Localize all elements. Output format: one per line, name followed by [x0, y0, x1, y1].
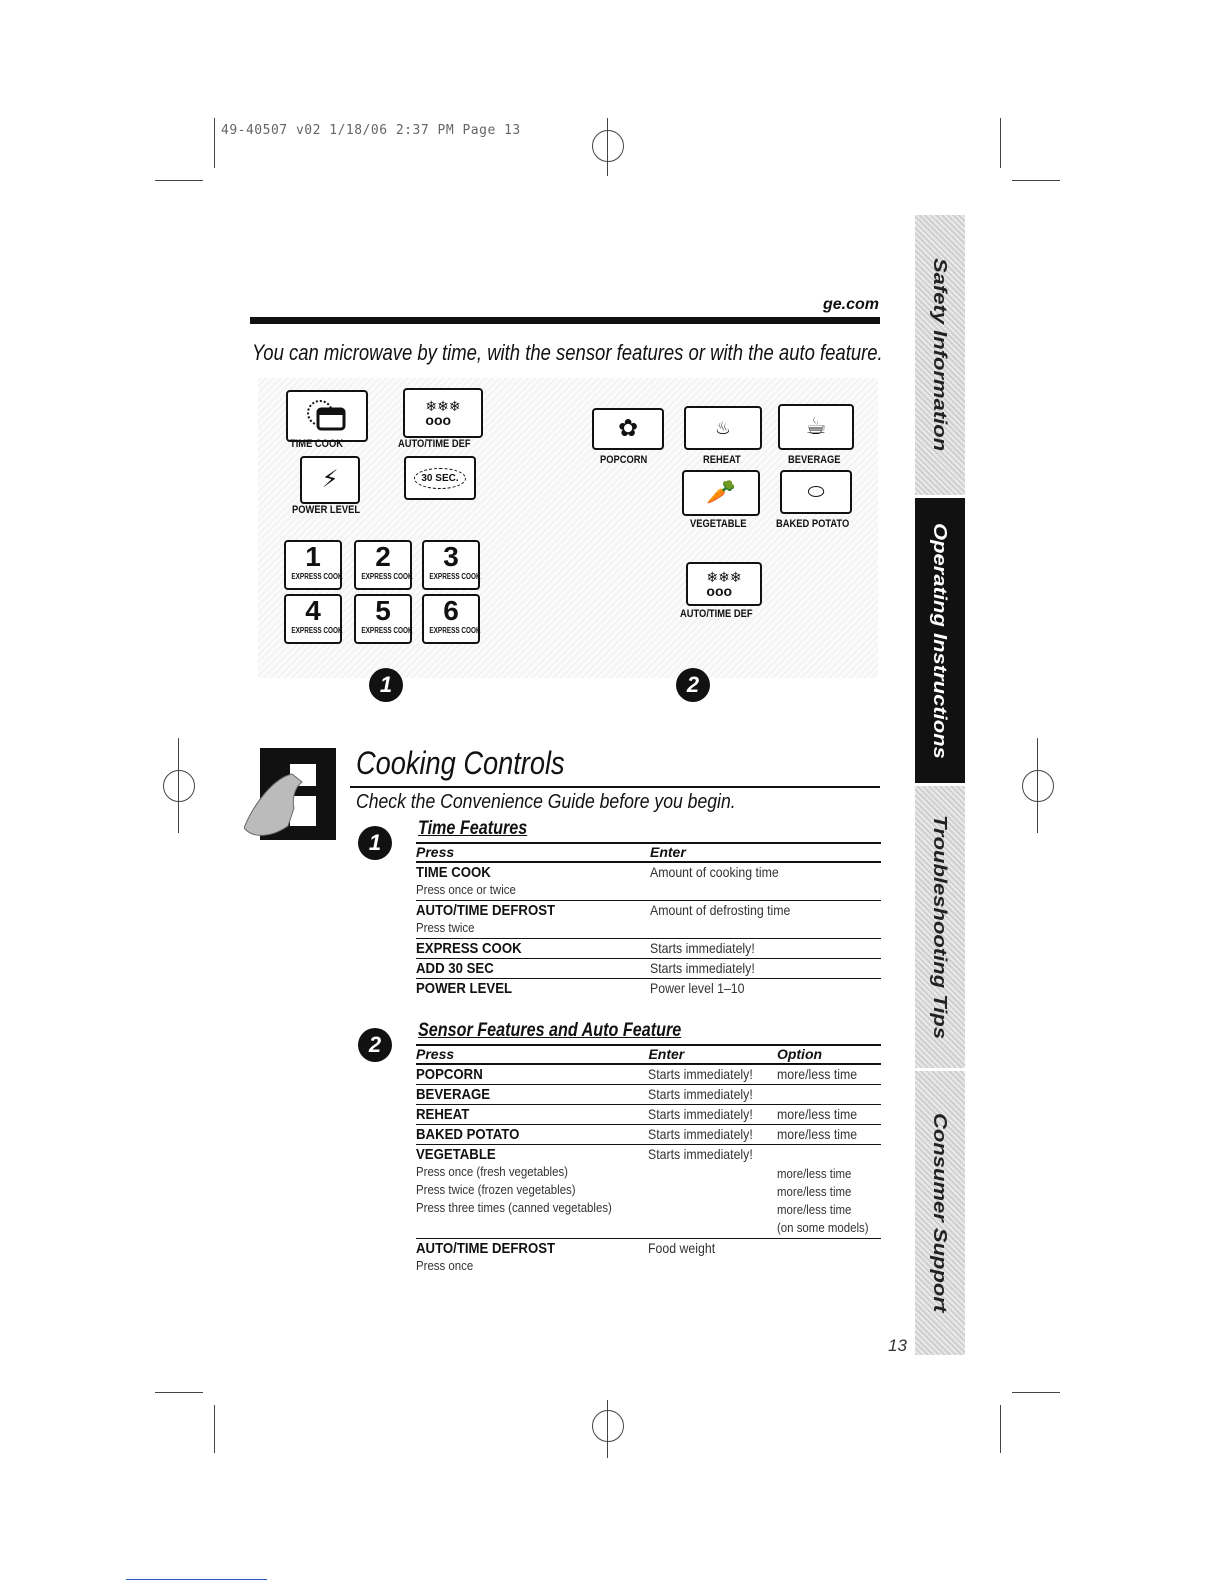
- option-value: more/less time: [776, 1106, 858, 1122]
- sensor-features-table: [416, 1044, 881, 1276]
- header-rule: [250, 317, 880, 324]
- press-note: Press once or twice: [416, 882, 516, 897]
- section-rule: [350, 786, 880, 788]
- time-features-badge: 1: [358, 826, 392, 860]
- popcorn-icon: ✿: [617, 415, 639, 442]
- header-enter: Enter: [650, 843, 881, 862]
- table-row: [416, 901, 881, 939]
- crop-mark: [1012, 1392, 1060, 1393]
- table-row: [416, 979, 881, 999]
- press-note: Press three times (canned vegetables): [416, 1200, 612, 1215]
- potato-icon: ⬭: [807, 481, 825, 503]
- express-cook-key-6: [422, 594, 480, 644]
- section-tabs: [915, 215, 965, 1355]
- enter-value: Food weight: [648, 1240, 716, 1256]
- enter-value: Starts immediately!: [650, 940, 755, 956]
- header-press: Press: [416, 843, 650, 862]
- key-number: 2: [375, 541, 391, 572]
- crop-mark: [214, 118, 215, 168]
- express-cook-key-1: [284, 540, 342, 590]
- baked-potato-label: BAKED POTATO: [776, 518, 850, 530]
- add-30-sec-icon: 30 SEC.: [414, 468, 465, 489]
- popcorn-key: [592, 408, 664, 450]
- enter-value: Amount of cooking time: [650, 864, 779, 880]
- sensor-features-title: Sensor Features and Auto Feature: [418, 1020, 682, 1041]
- header-option: Option: [777, 1045, 881, 1064]
- auto-time-def-label-2: AUTO/TIME DEF: [680, 608, 753, 620]
- table-header-row: [416, 843, 881, 862]
- site-url: ge.com: [822, 296, 879, 313]
- tab-operating-instructions[interactable]: [915, 498, 965, 783]
- section-title: Cooking Controls: [356, 745, 565, 781]
- section-subtitle: Check the Convenience Guide before you begin.: [356, 791, 736, 813]
- enter-value: Starts immediately!: [648, 1106, 754, 1122]
- enter-value: Starts immediately!: [648, 1066, 754, 1082]
- enter-value: Starts immediately!: [648, 1146, 754, 1162]
- enter-value: Starts immediately!: [648, 1126, 754, 1142]
- table-row: [416, 862, 881, 901]
- registration-mark: [1022, 770, 1054, 802]
- crop-mark: [178, 738, 179, 833]
- auto-time-def-key: [403, 388, 483, 438]
- crop-mark: [1000, 1405, 1001, 1453]
- table-row: [416, 1145, 881, 1239]
- express-cook-label: EXPRESS COOK: [291, 572, 343, 581]
- press-value: AUTO/TIME DEFROST: [416, 1240, 556, 1257]
- reheat-key: [684, 406, 762, 450]
- vegetable-icon: 🥕: [706, 479, 736, 506]
- express-cook-key-5: [354, 594, 412, 644]
- defrost-icon: ❄❄❄ ooo: [706, 569, 742, 599]
- express-cook-label: EXPRESS COOK: [429, 626, 481, 635]
- press-value: AUTO/TIME DEFROST: [416, 902, 556, 919]
- time-cook-label: TIME COOK: [290, 438, 343, 450]
- key-number: 5: [375, 595, 391, 626]
- step-badge-1: 1: [369, 668, 403, 702]
- option-value: more/less time: [776, 1126, 858, 1142]
- press-value: ADD 30 SEC: [416, 960, 494, 977]
- press-note: Press once: [416, 1258, 474, 1273]
- auto-time-def-label: AUTO/TIME DEF: [398, 438, 471, 450]
- enter-value: Starts immediately!: [648, 1086, 754, 1102]
- press-note: Press twice: [416, 920, 475, 935]
- crop-mark: [155, 1392, 203, 1393]
- table-row: [416, 939, 881, 959]
- express-cook-key-4: [284, 594, 342, 644]
- time-cook-key: [286, 390, 368, 442]
- bottom-link-underline: [126, 1579, 267, 1580]
- option-value: more/less time: [776, 1166, 852, 1181]
- tab-consumer-support[interactable]: [915, 1071, 965, 1355]
- key-number: 6: [443, 595, 459, 626]
- baked-potato-key: [780, 470, 852, 514]
- crop-mark: [1012, 180, 1060, 181]
- press-note: Press twice (frozen vegetables): [416, 1182, 576, 1197]
- table-header-row: [416, 1045, 881, 1064]
- beverage-label: BEVERAGE: [788, 454, 841, 466]
- vegetable-key: [682, 470, 760, 516]
- page-number: 13: [888, 1336, 907, 1355]
- plate-steam-icon: ♨: [714, 418, 732, 438]
- press-value: BAKED POTATO: [416, 1126, 520, 1143]
- registration-mark: [592, 1410, 624, 1442]
- option-value: more/less time: [776, 1184, 852, 1199]
- table-row: [416, 1064, 881, 1085]
- enter-value: Power level 1–10: [650, 980, 745, 996]
- lightning-icon: ⚡: [321, 466, 339, 493]
- press-value: POWER LEVEL: [416, 980, 513, 997]
- cup-icon: ☕: [805, 413, 827, 440]
- option-value: more/less time: [776, 1066, 858, 1082]
- press-value: TIME COOK: [416, 864, 491, 881]
- option-value: more/less time: [776, 1202, 852, 1217]
- add-30-sec-key: [404, 456, 476, 500]
- beverage-key: [778, 404, 854, 450]
- header-press: Press: [416, 1045, 648, 1064]
- header-enter: Enter: [648, 1045, 777, 1064]
- enter-value: Starts immediately!: [650, 960, 755, 976]
- intro-text: You can microwave by time, with the sensor features or with the auto feature.: [252, 340, 883, 365]
- tab-label: Consumer Support: [929, 1113, 952, 1313]
- table-row: [416, 1085, 881, 1105]
- tab-label: Safety Information: [929, 258, 952, 452]
- press-value: VEGETABLE: [416, 1146, 496, 1163]
- power-level-key: [300, 456, 360, 504]
- crop-mark: [607, 118, 608, 176]
- step-badge-2: 2: [676, 668, 710, 702]
- express-cook-label: EXPRESS COOK: [361, 626, 413, 635]
- tab-label: Operating Instructions: [929, 522, 952, 759]
- express-cook-label: EXPRESS COOK: [429, 572, 481, 581]
- table-row: [416, 959, 881, 979]
- printer-slug: 49-40507 v02 1/18/06 2:37 PM Page 13: [221, 123, 521, 138]
- crop-mark: [1037, 738, 1038, 833]
- express-cook-label: EXPRESS COOK: [291, 626, 343, 635]
- registration-mark: [592, 130, 624, 162]
- option-value: (on some models): [776, 1220, 869, 1235]
- express-cook-key-3: [422, 540, 480, 590]
- press-value: POPCORN: [416, 1066, 483, 1083]
- auto-time-def-key-2: [686, 562, 762, 606]
- crop-mark: [1000, 118, 1001, 168]
- key-number: 3: [443, 541, 459, 572]
- power-level-label: POWER LEVEL: [292, 504, 361, 516]
- time-features-table: [416, 842, 881, 998]
- crop-mark: [214, 1405, 215, 1453]
- popcorn-label: POPCORN: [600, 454, 648, 466]
- crop-mark: [155, 180, 203, 181]
- table-row: [416, 1239, 881, 1277]
- press-value: REHEAT: [416, 1106, 470, 1123]
- control-panel-illustration: [258, 378, 878, 678]
- registration-mark: [163, 770, 195, 802]
- clock-icon: [304, 397, 350, 435]
- press-value: EXPRESS COOK: [416, 940, 522, 957]
- hand-pressing-icon: [244, 748, 336, 840]
- tab-troubleshooting-tips[interactable]: [915, 786, 965, 1068]
- crop-mark: [607, 1400, 608, 1458]
- tab-label: Troubleshooting Tips: [929, 814, 952, 1040]
- enter-value: Amount of defrosting time: [650, 902, 791, 918]
- time-features-title: Time Features: [418, 818, 528, 839]
- press-value: BEVERAGE: [416, 1086, 491, 1103]
- key-number: 1: [305, 541, 321, 572]
- press-note: Press once (fresh vegetables): [416, 1164, 568, 1179]
- defrost-icon: ❄❄❄ ooo: [425, 398, 461, 428]
- table-row: [416, 1105, 881, 1125]
- express-cook-key-2: [354, 540, 412, 590]
- vegetable-label: VEGETABLE: [690, 518, 747, 530]
- reheat-label: REHEAT: [703, 454, 741, 466]
- express-cook-label: EXPRESS COOK: [361, 572, 413, 581]
- table-row: [416, 1125, 881, 1145]
- tab-safety-information[interactable]: [915, 215, 965, 495]
- sensor-features-badge: 2: [358, 1028, 392, 1062]
- key-number: 4: [305, 595, 321, 626]
